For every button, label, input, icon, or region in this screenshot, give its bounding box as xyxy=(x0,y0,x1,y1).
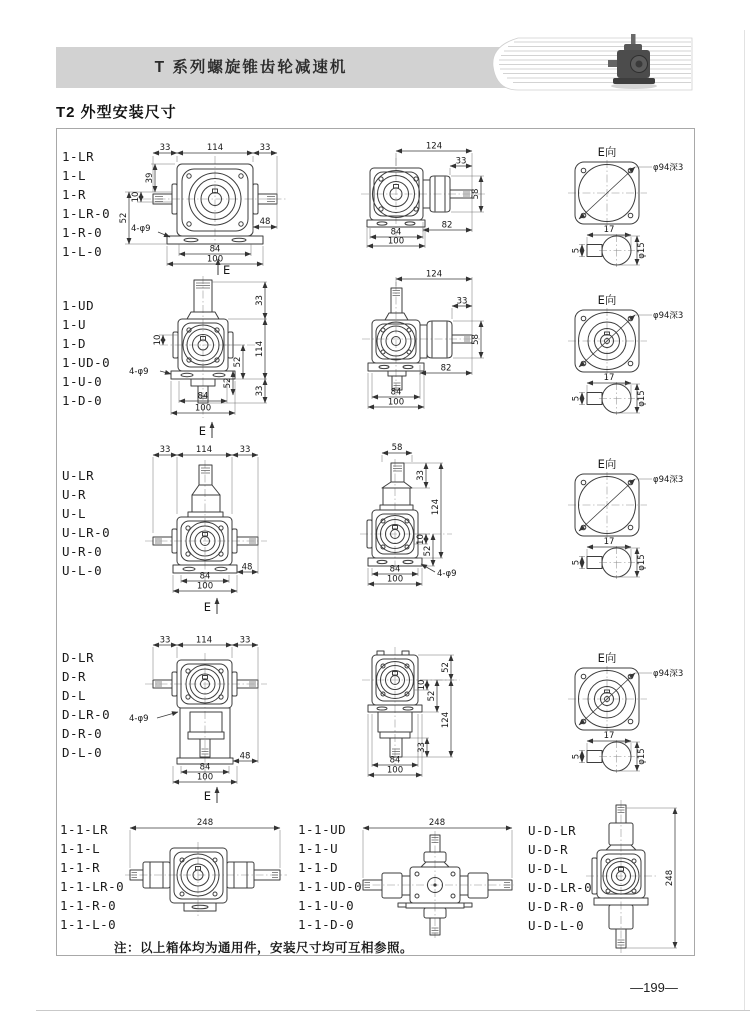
model-label: U-LR xyxy=(62,468,95,483)
dim-label: 33 xyxy=(159,445,171,455)
dim-label: 114 xyxy=(195,445,213,455)
view-arrow xyxy=(199,422,212,438)
model-label: 1-1-U-0 xyxy=(298,898,355,913)
dim-label: 10 xyxy=(131,191,141,203)
flange-bore-label: φ94深3 xyxy=(653,163,684,173)
model-label: 1-UD xyxy=(62,298,95,313)
shaft-hatching xyxy=(393,466,402,471)
gearbox-outline xyxy=(367,463,422,566)
e-arrow-label: E xyxy=(223,263,231,277)
footnote: 注：以上箱体均为通用件，安装尺寸均可互相参照。 xyxy=(114,941,414,955)
drawing-1ud-side xyxy=(340,266,510,418)
dimensions xyxy=(130,818,280,828)
gearbox-outline xyxy=(367,168,472,227)
dim-label: 100 xyxy=(387,236,405,247)
model-label: D-R xyxy=(62,669,87,684)
dim-label: 17 xyxy=(603,731,615,741)
drawing-1ud-front xyxy=(115,272,315,440)
dim-label: 124 xyxy=(425,269,443,280)
e-view-title: E向 xyxy=(597,651,617,665)
gearbox-outline xyxy=(130,848,280,911)
dim-label: 124 xyxy=(441,711,451,729)
dimensions xyxy=(368,655,451,776)
dim-label: 58 xyxy=(471,188,481,200)
bolt-callout: 4-φ9 xyxy=(129,367,149,377)
e-arrow-label: E xyxy=(203,789,211,803)
model-label: 1-1-LR-0 xyxy=(60,879,125,894)
flange-bore-label: φ94深3 xyxy=(653,311,684,321)
dim-label: 52 xyxy=(233,356,243,368)
shaft-hatching xyxy=(463,192,470,196)
drawing-1lr-side xyxy=(335,142,505,256)
dim-label: 58 xyxy=(391,443,403,453)
model-label: 1-1-R-0 xyxy=(60,898,117,913)
model-label: U-R xyxy=(62,487,87,502)
header-art xyxy=(488,34,695,94)
dim-label: 100 xyxy=(194,403,212,414)
dim-label: 10 xyxy=(153,334,163,346)
model-label: 1-R-0 xyxy=(62,225,103,240)
dim-label: 33 xyxy=(239,635,251,646)
dim-label: 33 xyxy=(255,385,265,397)
dim-label: 10 xyxy=(417,679,427,691)
dim-label: 100 xyxy=(386,765,404,776)
dim-label: 33 xyxy=(417,742,427,753)
model-label: U-D-R-0 xyxy=(528,899,585,914)
model-label: D-L-0 xyxy=(62,745,103,760)
bolt-callout: 4-φ9 xyxy=(437,569,457,579)
dim-label: 100 xyxy=(196,772,214,783)
dim-label: 17 xyxy=(603,373,615,383)
model-list-1lr xyxy=(62,147,110,261)
model-list-1ud xyxy=(62,296,110,410)
model-label: 1-D xyxy=(62,336,87,351)
dim-label: 84 xyxy=(390,227,402,238)
drawing-ulr-front xyxy=(115,438,315,616)
dim-label: 100 xyxy=(196,581,214,592)
dim-label: 248 xyxy=(665,869,675,887)
e-view-dlr xyxy=(565,646,700,778)
e-view-title: E向 xyxy=(597,293,617,307)
dimensions xyxy=(368,270,481,408)
dim-label: 33 xyxy=(259,143,271,153)
bolt-callout: 4-φ9 xyxy=(131,224,151,234)
model-label: D-L xyxy=(62,688,87,703)
dim-label: 84 xyxy=(389,564,401,575)
model-label: 1-1-L xyxy=(60,841,101,856)
dim-label: 52 xyxy=(427,690,437,702)
centerlines xyxy=(125,842,287,916)
model-label: U-D-L xyxy=(528,861,569,876)
model-label: 1-1-D-0 xyxy=(298,917,355,932)
drawing-11lr xyxy=(125,818,305,923)
dim-label: 84 xyxy=(209,244,221,255)
header-title: T 系列螺旋锥齿轮减速机 xyxy=(154,59,348,76)
model-label: 1-U xyxy=(62,317,87,332)
dim-label: 33 xyxy=(416,470,426,481)
dim-label: 5 xyxy=(571,247,582,254)
model-label: 1-1-LR xyxy=(60,822,109,837)
dim-label: φ15 xyxy=(637,554,647,571)
model-label: U-D-R xyxy=(528,842,569,857)
e-view-ulr xyxy=(565,452,700,584)
dim-label: 5 xyxy=(571,559,582,566)
model-list-ulr xyxy=(62,466,110,580)
model-label: D-R-0 xyxy=(62,726,103,741)
dimensions xyxy=(153,445,258,592)
gearbox-outline xyxy=(153,660,258,764)
dim-label: 84 xyxy=(197,391,209,402)
model-label: U-L xyxy=(62,506,87,521)
model-list-11lr xyxy=(60,820,124,934)
dim-label: 5 xyxy=(571,395,582,402)
dim-label: 33 xyxy=(159,635,171,646)
dim-label: 33 xyxy=(255,295,265,306)
model-label: 1-LR xyxy=(62,149,95,164)
dim-label: 58 xyxy=(471,334,481,345)
e-view-title: E向 xyxy=(597,145,617,159)
dim-label: 39 xyxy=(145,172,155,184)
dim-label: 82 xyxy=(441,220,453,231)
dim-label: 17 xyxy=(603,225,615,235)
dim-label: 248 xyxy=(196,818,214,828)
dim-label: 33 xyxy=(456,296,468,307)
dim-label: 52 xyxy=(441,662,451,673)
dimensions xyxy=(129,636,258,783)
dim-label: φ15 xyxy=(637,748,647,765)
model-label: U-LR-0 xyxy=(62,525,111,540)
dim-label: 33 xyxy=(455,156,467,167)
section-title: T2 外型安装尺寸 xyxy=(56,104,177,121)
dim-label: 52 xyxy=(223,377,233,389)
dim-label: 248 xyxy=(428,818,446,828)
e-view-1ud xyxy=(565,288,700,420)
model-label: 1-R xyxy=(62,187,87,202)
drawing-udlr xyxy=(578,796,698,958)
dim-label: 114 xyxy=(255,340,265,358)
dim-label: 5 xyxy=(571,753,582,760)
model-list-dlr xyxy=(62,648,110,762)
dim-label: φ15 xyxy=(637,242,647,259)
dim-label: 10 xyxy=(416,534,426,545)
drawing-1lr-front xyxy=(115,136,315,278)
page-number: —199— xyxy=(630,980,678,995)
model-label: 1-LR-0 xyxy=(62,206,111,221)
model-label: 1-1-R xyxy=(60,860,101,875)
shaft-hatching xyxy=(155,468,256,543)
drawing-ulr-side xyxy=(340,435,510,593)
dim-label: 52 xyxy=(119,212,129,224)
model-label: 1-1-U xyxy=(298,841,339,856)
dim-label: 124 xyxy=(425,141,443,152)
page-edge-right xyxy=(744,30,745,1010)
dim-label: 33 xyxy=(159,143,171,153)
e-view-1lr xyxy=(565,140,700,272)
dim-label: 114 xyxy=(206,143,224,153)
dim-label: φ15 xyxy=(637,390,647,407)
gearbox-outline xyxy=(153,465,258,573)
model-label: 1-1-UD xyxy=(298,822,347,837)
dim-label: 82 xyxy=(440,363,452,374)
drawing-dlr-side xyxy=(340,633,510,785)
model-label: U-D-L-0 xyxy=(528,918,585,933)
shaft-hatching xyxy=(392,749,400,754)
dim-label: 124 xyxy=(431,498,441,516)
dim-label: 100 xyxy=(387,397,405,408)
dim-label: 84 xyxy=(199,762,211,773)
model-label: U-D-LR xyxy=(528,823,577,838)
model-label: D-LR xyxy=(62,650,95,665)
dim-label: 84 xyxy=(199,571,211,582)
dim-label: 114 xyxy=(195,635,213,646)
e-arrow-label: E xyxy=(203,600,211,614)
drawing-11ud xyxy=(352,818,517,943)
view-arrow xyxy=(204,598,217,614)
model-label: 1-1-D xyxy=(298,860,339,875)
model-label: 1-1-UD-0 xyxy=(298,879,363,894)
dim-label: 48 xyxy=(259,217,271,227)
view-arrow xyxy=(204,787,217,803)
flange-bore-label: φ94深3 xyxy=(653,475,684,485)
drawing-dlr-front xyxy=(115,633,315,808)
dim-label: 33 xyxy=(239,445,251,455)
page-edge-line xyxy=(36,1010,750,1011)
bolt-callout: 4-φ9 xyxy=(129,714,149,724)
model-label: U-R-0 xyxy=(62,544,103,559)
dimensions xyxy=(363,818,512,828)
dim-label: 17 xyxy=(603,537,615,547)
model-label: U-D-LR-0 xyxy=(528,880,593,895)
model-label: 1-1-L-0 xyxy=(60,917,117,932)
dimensions xyxy=(665,808,675,948)
dim-label: 84 xyxy=(390,387,402,398)
model-label: 1-U-0 xyxy=(62,374,103,389)
dim-label: 52 xyxy=(423,545,433,557)
e-arrow-label: E xyxy=(198,424,206,438)
model-label: 1-L xyxy=(62,168,87,183)
dim-label: 48 xyxy=(239,751,251,762)
model-label: 1-UD-0 xyxy=(62,355,111,370)
model-label: 1-L-0 xyxy=(62,244,103,259)
model-label: 1-D-0 xyxy=(62,393,103,408)
dim-label: 48 xyxy=(241,562,253,573)
extension-lines xyxy=(367,153,484,248)
dim-label: 100 xyxy=(206,254,224,265)
extension-lines xyxy=(125,156,277,266)
e-view-title: E向 xyxy=(597,457,617,471)
model-label: D-LR-0 xyxy=(62,707,111,722)
gearbox-outline xyxy=(592,805,648,948)
shaft-hatching xyxy=(155,682,256,754)
dimensions xyxy=(129,282,265,414)
dim-label: 84 xyxy=(389,755,401,766)
flange-bore-label: φ94深3 xyxy=(653,669,684,679)
model-label: U-L-0 xyxy=(62,563,103,578)
dim-label: 100 xyxy=(386,574,404,585)
